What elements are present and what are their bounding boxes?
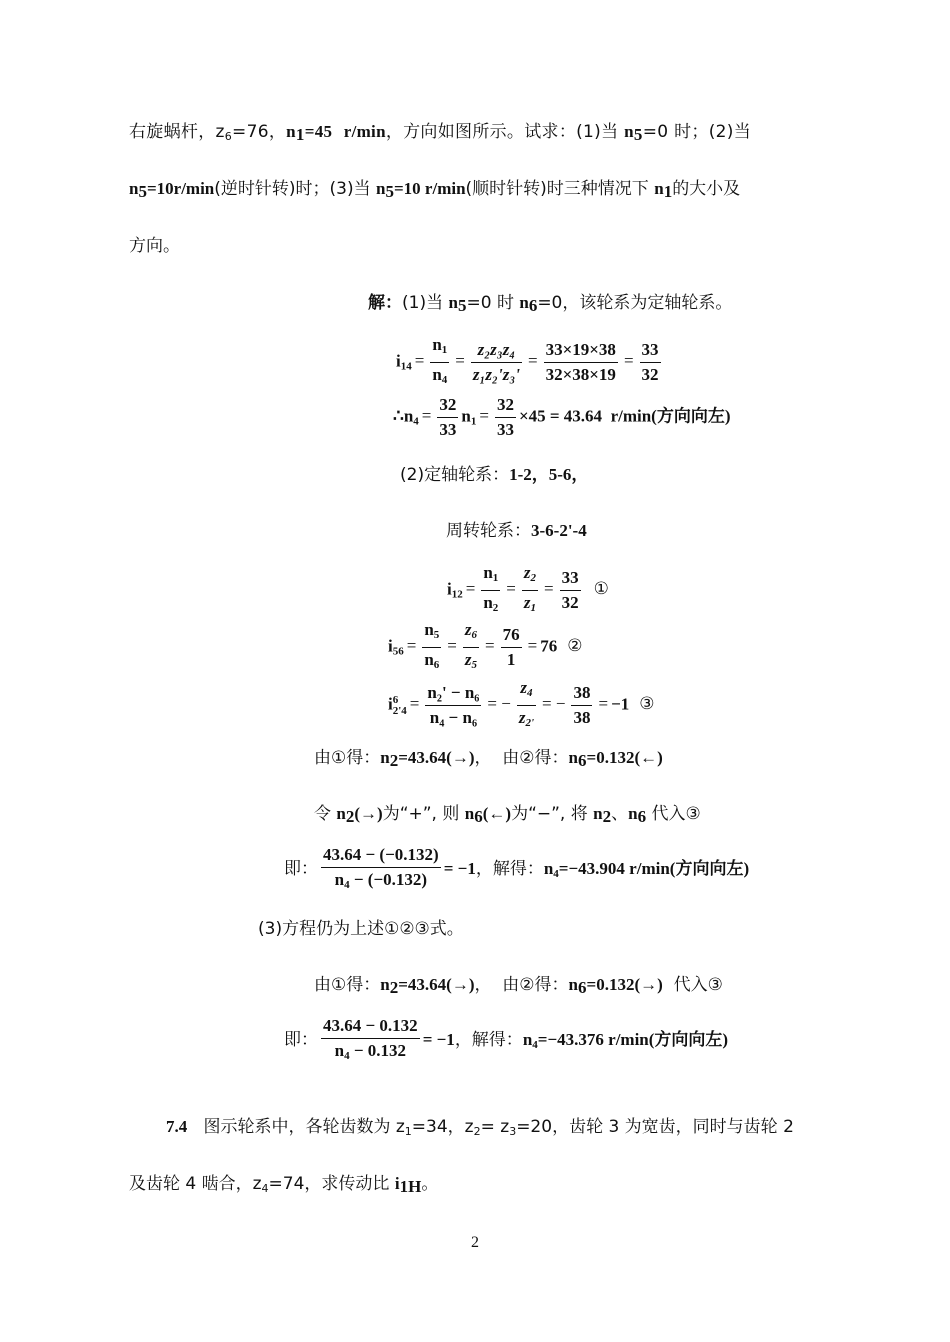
fraction: $\frac{n_1}{n_4}$ (432, 335, 448, 386)
fraction: $\frac{\text{z₂z₃z₄}}{\text{z₁z₂'z₃'}}$ (472, 340, 520, 384)
fraction: $\frac{\text{n₂' − n₆}}{\text{n₄ − n₆}}$ (427, 683, 480, 727)
fraction: $\frac{76}{1}$ (502, 625, 520, 669)
problem-line-1: 右旋蜗杆，$z_6=76$，$n_1=45$ r/min，方向如图所示。试求：(1)当 $n_5=0$ 时；(2)当 (129, 122, 751, 144)
fraction: $\frac{43.64 - (-0.132)}{n_4 - (-0.132)}$ (323, 845, 439, 891)
equation-i12: $i_{12}$ = $\frac{n_1}{n_2}$ = $\frac{z_2}{z_1}$ = $\frac{33}{32}$ ① (447, 561, 609, 620)
equation-i56: $i_{56}$ = $\frac{n_5}{n_6}$ = $\frac{z_6}{z_5}$ = $\frac{76}{1}$ = 76 ② (388, 618, 582, 677)
fraction: $\frac{n_5}{n_6}$ (424, 620, 440, 671)
solution-part2-line2: 周转轮系：3-6-2'-4 (446, 521, 587, 541)
solution-part3-heading: (3)方程仍为上述①②③式。 (258, 919, 464, 939)
problem-7-4-line-1: 7.4 图示轮系中，各轮齿数为 $z_1=34$，$z_2= z_3=20$，齿轮 3 为宽齿，同时与齿轮 2 (166, 1117, 794, 1138)
result-line-part2: 由①得：$n_2=43.64(\to)$， 由②得：$n_6=0.132(\leftarrow)$ (314, 748, 663, 770)
equation-substitution-1: 即： $\frac{43.64 - (-0.132)}{n_4 - (-0.132)}$ = −1，解得：$n_4=-43.904$ r/min(方向向左) (284, 843, 749, 897)
fraction: $\frac{33}{32}$ (641, 340, 659, 384)
equation-n4: $\therefore n_4$ = $\frac{32}{33}$ $n_1$ = $\frac{32}{33}$ ×45 = 43.64 r/min(方向向左) (393, 393, 731, 442)
problem-line-2: $n_5=10r/\min$(逆时针转)时；(3)当 $n_5=10$ r/min(顺时针转)时三种情况下 $n_1$的大小及 (129, 179, 741, 201)
equation-i24: i 6 2'4 = $\frac{\text{n₂' − n₆}}{\text{n₄ − n₆}}$ = − $\frac{z_4}{z_{2'}}$ = − $\frac{38}{38}$ = −1 ③ (388, 676, 655, 735)
problem-7-4-line-2: 及齿轮 4 啮合，$z_4=74$，求传动比 $i_{1H}$。 (129, 1174, 439, 1196)
fraction: $\frac{32}{33}$ (496, 395, 514, 439)
solution-part1-heading: 解：(1)当 $n_5=0$ 时 $n_6=0$，该轮系为定轴轮系。 (368, 293, 733, 315)
fraction: $\frac{38}{38}$ (573, 683, 591, 727)
fraction: $\frac{n_1}{n_2}$ (483, 563, 499, 614)
equation-i14: $i_{14}$ = $\frac{n_1}{n_4}$ = $\frac{\text{z₂z₃z₄}}{\text{z₁z₂'z₃'}}$ = $\frac{33\times 19\times 38}{32\times 38\times 19}$ = $\frac{33}{32}$ (396, 333, 664, 392)
solution-part2-line1: (2)定轴轮系：1-2，5-6， (400, 465, 589, 485)
fraction: $\frac{32}{33}$ (439, 395, 457, 439)
fraction: $\frac{z_2}{z_1}$ (523, 563, 537, 614)
fraction: $\frac{43.64 - 0.132}{n_4 - 0.132}$ (323, 1016, 418, 1062)
fraction: $\frac{z_6}{z_5}$ (464, 620, 478, 671)
equation-substitution-2: 即： $\frac{43.64 - 0.132}{n_4 - 0.132}$ = −1，解得：$n_4=-43.376$ r/min(方向向左) (284, 1014, 728, 1068)
result-line-part3: 由①得：$n_2=43.64(\to)$， 由②得：$n_6=0.132(\to)$ 代入③ (314, 975, 723, 997)
fraction: $\frac{33}{32}$ (561, 568, 579, 612)
fraction: $\frac{33\times 19\times 38}{32\times 38\times 19}$ (545, 340, 616, 384)
sign-convention-line: 令 $n_2(\to)$为“+”, 则 $n_6(\leftarrow)$为“−”, 将 $n_2$、$n_6$ 代入③ (314, 804, 701, 826)
problem-line-3: 方向。 (129, 236, 180, 256)
fraction: $\frac{z_4}{z_{2'}}$ (518, 678, 535, 729)
page-number: 2 (471, 1234, 479, 1251)
